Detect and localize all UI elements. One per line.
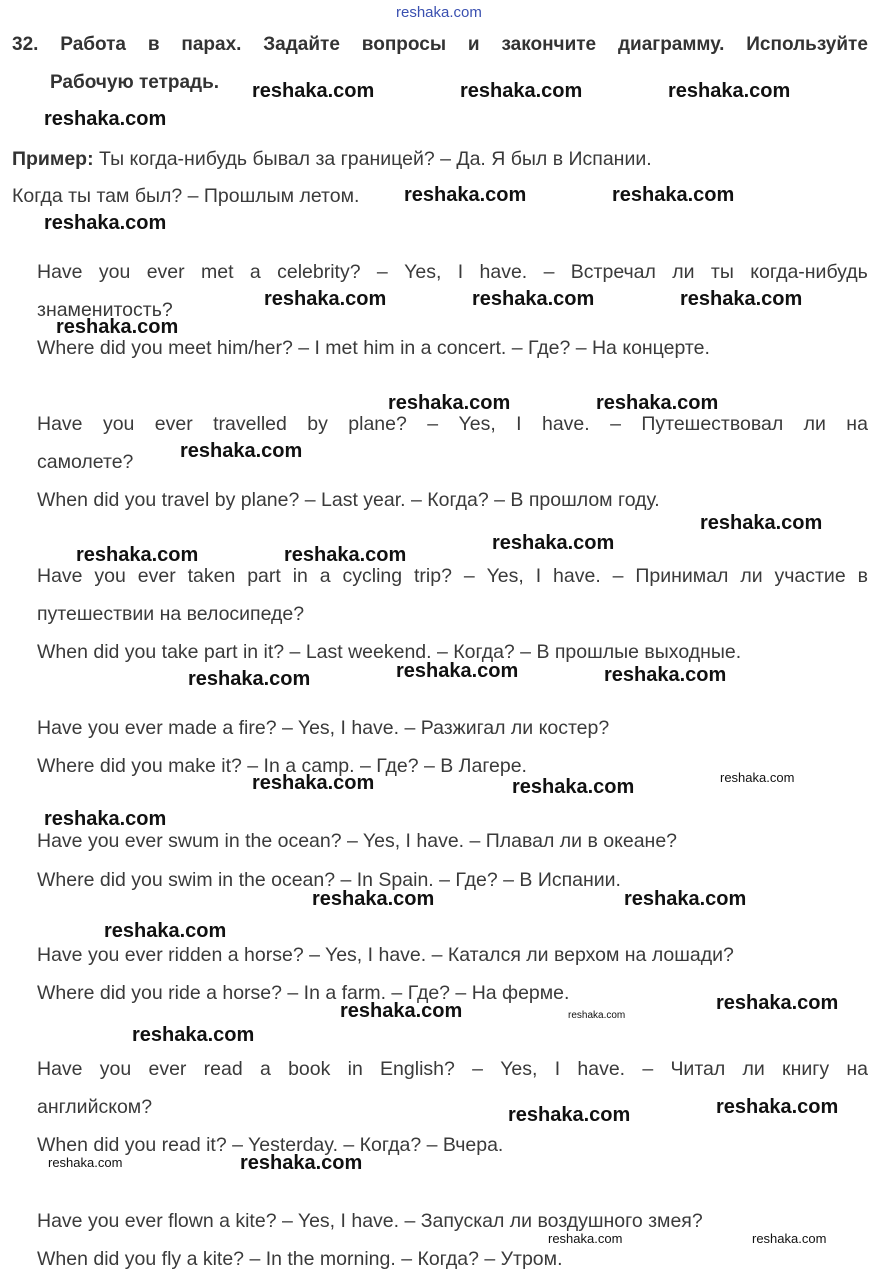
word: plane? [348, 413, 407, 435]
word: ли [740, 565, 763, 587]
dialog-2-question-cont: самолете? [37, 451, 134, 473]
word: ли [672, 261, 695, 283]
dialog-6-question: Have you ever ridden a horse? – Yes, I have. – Катался ли верхом на лошади? [37, 944, 734, 966]
watermark: reshaka.com [340, 1000, 463, 1022]
watermark: reshaka.com [716, 992, 839, 1014]
example-text: Ты когда-нибудь бывал за границей? – Да. Я был в Испании. [99, 148, 652, 170]
word: – [610, 413, 621, 435]
watermark: reshaka.com [680, 288, 803, 310]
word: part [247, 565, 281, 587]
word: Встречал [570, 261, 656, 283]
example-line1 [12, 147, 652, 171]
word: Задайте [263, 34, 340, 55]
watermark: reshaka.com [44, 212, 167, 234]
dialog-1-question [37, 260, 868, 284]
word: закончите [501, 34, 597, 55]
watermark: reshaka.com [312, 888, 435, 910]
word: you [99, 1058, 132, 1080]
task-title-line1 [12, 33, 868, 57]
word: – [427, 413, 439, 435]
watermark: reshaka.com [568, 1010, 626, 1021]
word: ever [137, 565, 176, 587]
word: на [846, 1058, 868, 1080]
watermark: reshaka.com [492, 532, 615, 554]
word: – [376, 261, 388, 283]
watermark: reshaka.com [396, 660, 519, 682]
site-link-top[interactable]: reshaka.com [396, 4, 482, 21]
word: Have [37, 261, 83, 283]
dialog-7-answer: When did you read it? – Yesterday. – Когда? – Вчера. [37, 1134, 504, 1156]
word: диаграмму. [617, 34, 725, 55]
word: have. [553, 565, 601, 587]
word: travelled [213, 413, 287, 435]
word: have. [479, 261, 528, 283]
word: ли [803, 413, 826, 435]
word: вопросы [361, 34, 447, 55]
word: Yes, [486, 565, 524, 587]
word: парах. [181, 34, 242, 55]
watermark: reshaka.com [188, 668, 311, 690]
dialog-1-question-cont: знаменитость? [37, 299, 173, 321]
word: Используйте [746, 34, 868, 55]
watermark: reshaka.com [596, 392, 719, 414]
watermark: reshaka.com [624, 888, 747, 910]
watermark: reshaka.com [76, 544, 199, 566]
watermark: reshaka.com [752, 1231, 827, 1246]
word: 32. [12, 34, 39, 55]
word: Путешествовал [641, 413, 784, 435]
word: Have [37, 1058, 83, 1080]
word: a [259, 1058, 271, 1080]
dialog-3-question [37, 564, 868, 588]
word: I [554, 1058, 561, 1080]
dialog-7-question [37, 1057, 868, 1081]
watermark: reshaka.com [700, 512, 823, 534]
watermark: reshaka.com [720, 770, 795, 785]
word: you [94, 565, 126, 587]
watermark: reshaka.com [716, 1096, 839, 1118]
word: trip? [414, 565, 452, 587]
word: English? [380, 1058, 455, 1080]
word: cycling [342, 565, 403, 587]
word: celebrity? [277, 261, 361, 283]
word: ты [710, 261, 734, 283]
dialog-5-answer: Where did you swim in the ocean? – In Spain. – Где? – В Испании. [37, 869, 621, 891]
watermark: reshaka.com [180, 440, 303, 462]
watermark: reshaka.com [132, 1024, 255, 1046]
word: – [472, 1058, 483, 1080]
word: в [147, 34, 160, 55]
dialog-4-question: Have you ever made a fire? – Yes, I have. – Разжигал ли костер? [37, 717, 610, 739]
word: I [516, 413, 522, 435]
dialog-6-answer: Where did you ride a horse? – In a farm. – Где? – На ферме. [37, 982, 570, 1004]
watermark: reshaka.com [48, 1155, 123, 1170]
watermark: reshaka.com [44, 808, 167, 830]
dialog-4-answer: Where did you make it? – In a camp. – Где? – В Лагере. [37, 755, 527, 777]
watermark: reshaka.com [472, 288, 595, 310]
watermark: reshaka.com [252, 772, 375, 794]
word: a [249, 261, 261, 283]
watermark: reshaka.com [44, 108, 167, 130]
dialog-7-question-cont: английском? [37, 1096, 153, 1118]
word: в [857, 565, 868, 587]
word: by [307, 413, 328, 435]
watermark: reshaka.com [404, 184, 527, 206]
word: you [98, 261, 131, 283]
word: ever [146, 261, 185, 283]
example-label: Пример: [12, 148, 94, 170]
word: Have [37, 413, 83, 435]
word: – [612, 565, 624, 587]
word: – [463, 565, 475, 587]
word: book [288, 1058, 331, 1080]
watermark: reshaka.com [240, 1152, 363, 1174]
watermark: reshaka.com [548, 1231, 623, 1246]
word: Принимал [635, 565, 729, 587]
watermark: reshaka.com [508, 1104, 631, 1126]
word: a [319, 565, 331, 587]
word: ли [742, 1058, 765, 1080]
word: Yes, [404, 261, 442, 283]
word: Have [37, 565, 83, 587]
dialog-5-question: Have you ever swum in the ocean? – Yes, I have. – Плавал ли в океане? [37, 830, 678, 852]
word: Yes, [500, 1058, 538, 1080]
watermark: reshaka.com [252, 80, 375, 102]
word: have. [541, 413, 590, 435]
watermark: reshaka.com [56, 316, 179, 338]
word: I [457, 261, 464, 283]
watermark: reshaka.com [388, 392, 511, 414]
dialog-8-answer: When did you fly a kite? – In the morning. – Когда? – Утром. [37, 1248, 563, 1270]
dialog-3-question-cont: путешествии на велосипеде? [37, 603, 305, 625]
task-title-line2: Рабочую тетрадь. [50, 72, 220, 93]
watermark: reshaka.com [668, 80, 791, 102]
dialog-2-answer: When did you travel by plane? – Last year. – Когда? – В прошлом году. [37, 489, 660, 511]
watermark: reshaka.com [612, 184, 735, 206]
watermark: reshaka.com [460, 80, 583, 102]
word: ever [154, 413, 193, 435]
word: – [543, 261, 555, 283]
watermark: reshaka.com [284, 544, 407, 566]
dialog-1-answer: Where did you meet him/her? – I met him in a concert. – Где? – На концерте. [37, 337, 710, 359]
dialog-2-question [37, 412, 868, 436]
word: и [467, 34, 480, 55]
example-line2: Когда ты там был? – Прошлым летом. [12, 185, 360, 207]
word: have. [577, 1058, 626, 1080]
word: I [535, 565, 542, 587]
word: Работа [60, 34, 126, 55]
watermark: reshaka.com [264, 288, 387, 310]
watermark: reshaka.com [604, 664, 727, 686]
word: in [347, 1058, 363, 1080]
word: – [642, 1058, 654, 1080]
word: когда-нибудь [750, 261, 868, 283]
word: in [292, 565, 308, 587]
word: книгу [782, 1058, 830, 1080]
dialog-8-question: Have you ever flown a kite? – Yes, I have. – Запускал ли воздушного змея? [37, 1210, 703, 1232]
word: Читал [670, 1058, 726, 1080]
word: met [201, 261, 234, 283]
dialog-3-answer: When did you take part in it? – Last weekend. – Когда? – В прошлые выходные. [37, 641, 742, 663]
word: taken [187, 565, 236, 587]
watermark: reshaka.com [104, 920, 227, 942]
word: ever [148, 1058, 187, 1080]
word: you [102, 413, 135, 435]
word: read [203, 1058, 243, 1080]
watermark: reshaka.com [512, 776, 635, 798]
word: на [846, 413, 868, 435]
word: участие [774, 565, 846, 587]
word: Yes, [458, 413, 496, 435]
